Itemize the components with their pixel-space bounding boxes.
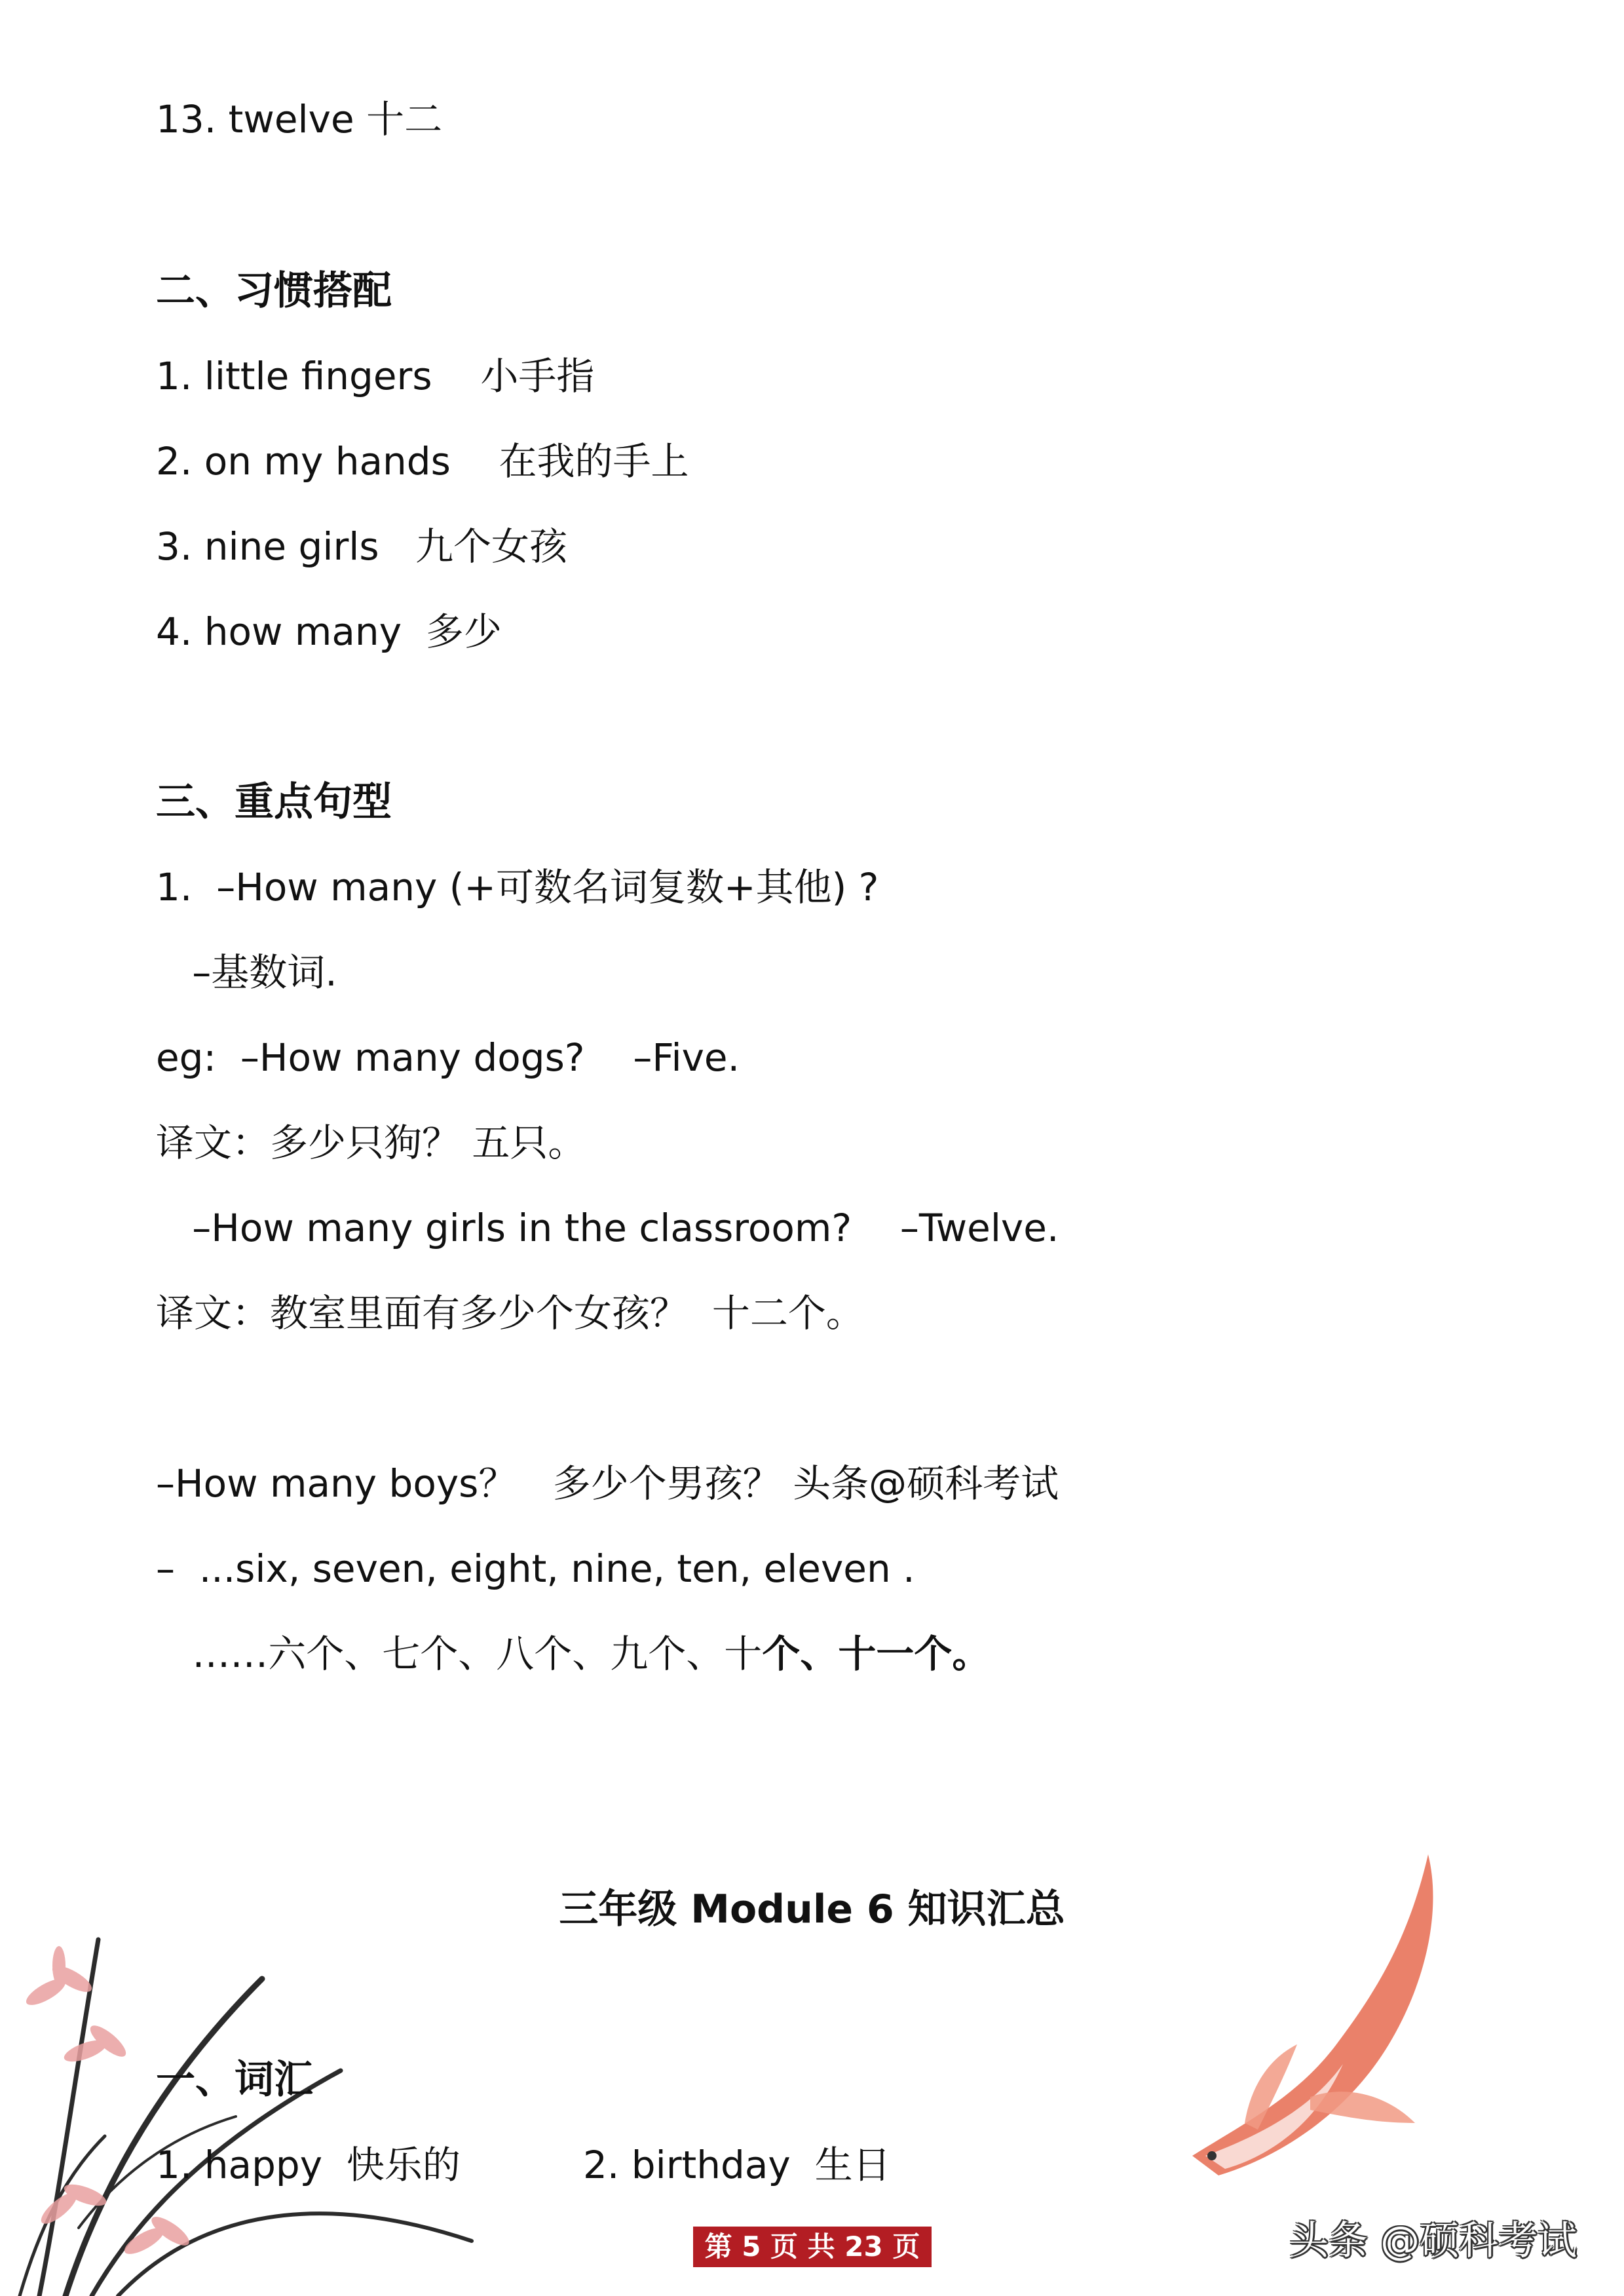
translation-1: 译文：多少只狗？ 五只。 xyxy=(156,1120,586,1165)
section-heading-sentence-patterns: 三、重点句型 xyxy=(156,779,392,825)
example-1: eg: –How many dogs? –Five. xyxy=(156,1035,740,1080)
pattern-question: 1. –How many (+可数名词复数+其他) ? xyxy=(156,865,879,909)
example-3-question: –How many boys？ 多少个男孩？ 头条@硕科考试 xyxy=(156,1461,1059,1506)
collocation-2: 2. on my hands 在我的手上 xyxy=(156,439,689,484)
koi-fish-illustration-icon xyxy=(1166,1848,1467,2189)
example-2: –How many girls in the classroom? –Twelve. xyxy=(156,1206,1059,1250)
module-title: 三年级 Module 6 知识汇总 xyxy=(559,1886,1065,1932)
example-3-translation xyxy=(156,1629,990,1679)
vocab-item-13: 13. twelve 十二 xyxy=(156,97,443,142)
vocab-item-2: 2. birthday 生日 xyxy=(583,2143,891,2187)
translation-bold: 个、十一个。 xyxy=(762,1632,991,1676)
page-number-badge: 第 5 页 共 23 页 xyxy=(693,2227,932,2267)
watermark-text: 头条 @硕科考试 xyxy=(1289,2218,1577,2264)
collocation-1: 1. little fingers 小手指 xyxy=(156,354,595,398)
collocation-3: 3. nine girls 九个女孩 xyxy=(156,524,567,569)
example-3-answer: – ...six, seven, eight, nine, ten, eleven . xyxy=(156,1546,915,1591)
translation-2: 译文：教室里面有多少个女孩？ 十二个。 xyxy=(156,1291,864,1335)
section-heading-vocabulary: 一、词汇 xyxy=(156,2057,313,2103)
section-heading-collocations: 二、习惯搭配 xyxy=(156,268,392,314)
translation-normal: ……六个、七个、八个、九个、十 xyxy=(156,1632,763,1676)
pattern-answer: –基数词. xyxy=(156,950,337,995)
collocation-4: 4. how many 多少 xyxy=(156,609,502,654)
vocab-item-1: 1. happy 快乐的 xyxy=(156,2143,461,2187)
